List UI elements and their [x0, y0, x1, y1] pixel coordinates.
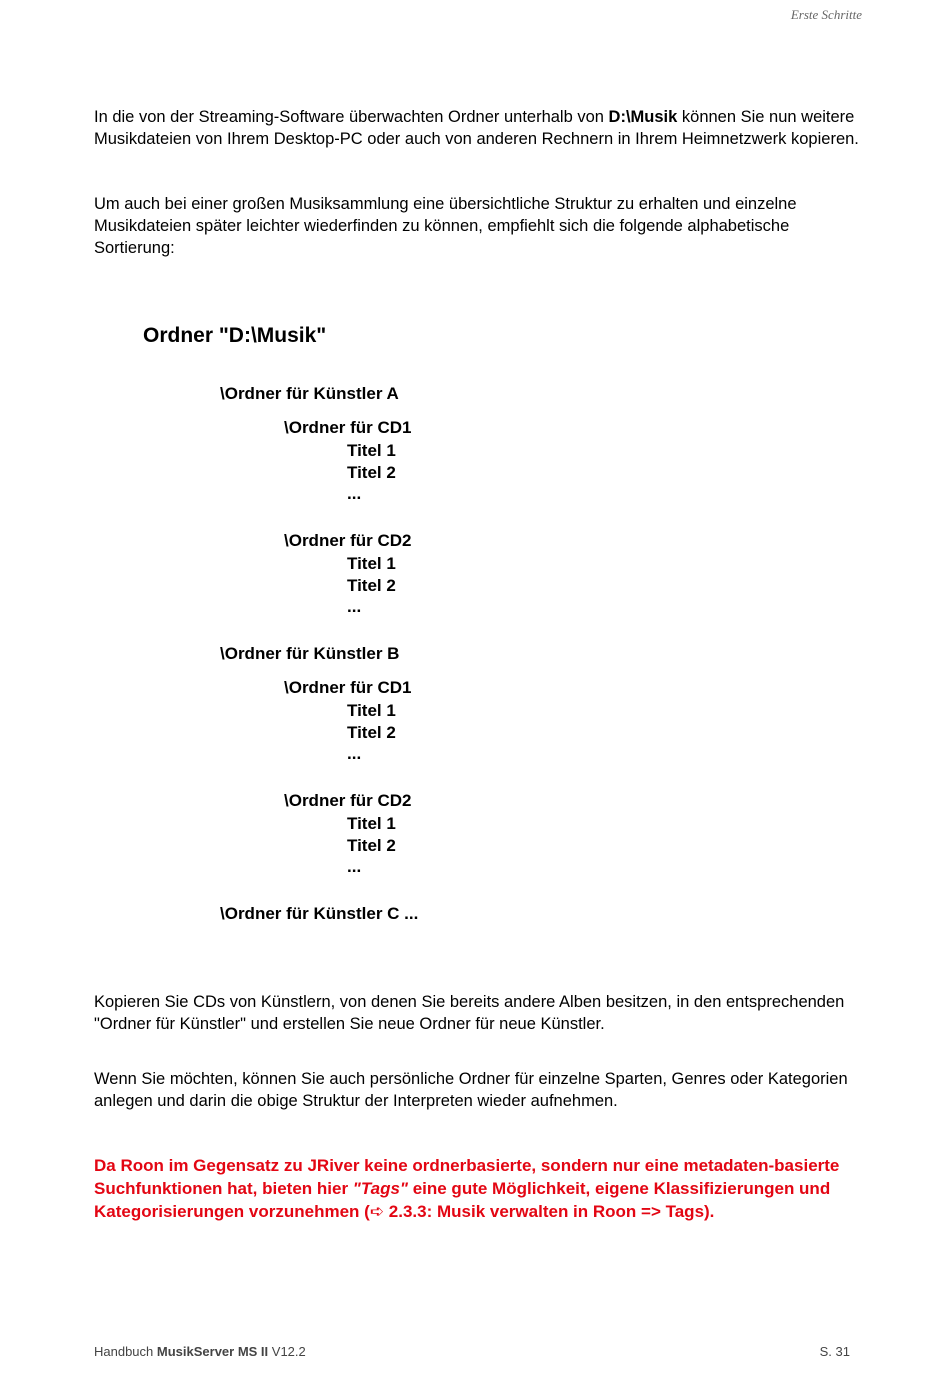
tree-track: Titel 1 [347, 441, 396, 460]
tree-track: Titel 1 [347, 701, 396, 720]
custom-folders-paragraph: Wenn Sie möchten, können Sie auch persönliche Ordner für einzelne Sparten, Genres oder Kategorien anlegen und darin die obige Struktur der Interpreten wieder aufnehmen. [94, 1070, 848, 1110]
tree-cd-folder: \Ordner für CD1 [284, 418, 412, 437]
footer-prefix: Handbuch [94, 1344, 157, 1359]
tree-artist-folder: \Ordner für Künstler C ... [220, 904, 419, 923]
tree-artist-folder: \Ordner für Künstler A [220, 384, 399, 403]
tree-track: Titel 2 [347, 723, 396, 742]
tree-track: Titel 1 [347, 814, 396, 833]
arrow-right-icon: ➪ [369, 1202, 385, 1221]
tree-artist-folder: \Ordner für Künstler B [220, 644, 400, 663]
footer-version: V12.2 [268, 1344, 306, 1359]
tags-term: "Tags" [352, 1179, 408, 1198]
intro-text-end: können Sie nun weitere Musikdateien von Ihrem Desktop-PC oder auch von anderen Rechnern in Ihrem Heimnetzwerk kopieren. [94, 108, 859, 148]
note-text-middle: eine gute Möglichkeit, eigene Klassifizierungen und Kategorisierungen vorzunehmen ( [94, 1179, 831, 1221]
page-number: S. 31 [819, 1344, 850, 1359]
footer-product: MusikServer MS II [156, 1344, 269, 1359]
section-reference: 2.3.3: Musik verwalten in Roon => Tags). [384, 1202, 715, 1221]
tree-cd-folder: \Ordner für CD2 [284, 531, 412, 550]
intro-text-start: In die von der Streaming-Software überwachten Ordner unterhalb von [94, 108, 609, 126]
note-text-start: Da Roon im Gegensatz zu JRiver keine ordnerbasierte, sondern nur eine metadaten-basierte Suchfunktionen hat, bieten hier [94, 1156, 840, 1198]
folder-tree-root: Ordner "D:\Musik" [143, 324, 327, 347]
tree-ellipsis: ... [347, 744, 362, 763]
tree-ellipsis: ... [347, 484, 362, 503]
tree-track: Titel 1 [347, 554, 396, 573]
tree-ellipsis: ... [347, 597, 362, 616]
tree-track: Titel 2 [347, 576, 396, 595]
copy-instructions-paragraph: Kopieren Sie CDs von Künstlern, von denen Sie bereits andere Alben besitzen, in den entsprechenden "Ordner für Künstler" und erstellen Sie neue Ordner für neue Künstler. [94, 993, 845, 1033]
intro-paragraph-2: Um auch bei einer großen Musiksammlung eine übersichtliche Struktur zu erhalten und einzelne Musikdateien später leichter wiederfinden zu können, empfiehlt sich die folgende alphabetische Sortierung: [94, 195, 797, 257]
footer-manual-title [94, 1344, 306, 1359]
music-path: D:\Musik [608, 108, 678, 126]
tree-ellipsis: ... [347, 857, 362, 876]
tree-cd-folder: \Ordner für CD1 [284, 678, 412, 697]
intro-paragraph-1 [94, 106, 874, 150]
tree-track: Titel 2 [347, 463, 396, 482]
tree-cd-folder: \Ordner für CD2 [284, 791, 412, 810]
tree-track: Titel 2 [347, 836, 396, 855]
section-header: Erste Schritte [790, 7, 862, 22]
roon-tags-note [94, 1154, 879, 1223]
